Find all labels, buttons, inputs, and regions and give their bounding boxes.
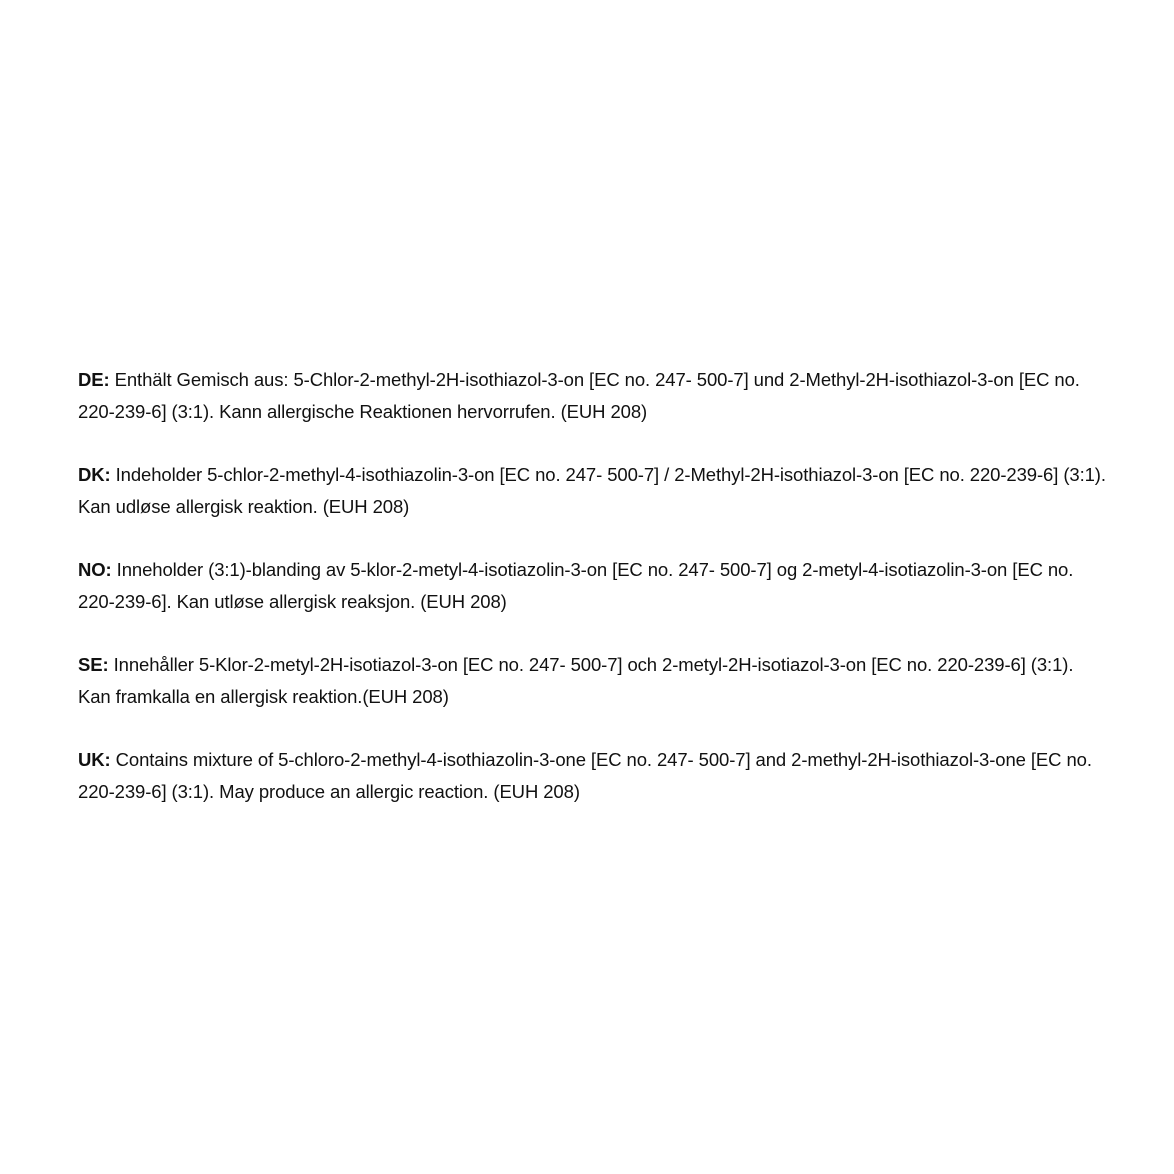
language-code-se: SE: [78, 654, 109, 675]
statement-text-no: Inneholder (3:1)-blanding av 5-klor-2-metyl-4-isotiazolin-3-on [EC no. 247- 500-7] og 2-metyl-4-isotiazolin-3-on [EC no. 220-239-6]. Kan utløse allergisk reaksjon. (EUH 208) [78, 559, 1074, 612]
statement-text-de: Enthält Gemisch aus: 5-Chlor-2-methyl-2H-isothiazol-3-on [EC no. 247- 500-7] und 2-Methyl-2H-isothiazol-3-on [EC no. 220-239-6] (3:1). Kann allergische Reaktionen hervorrufen. (EUH 208) [78, 369, 1080, 422]
statement-text-se: Innehåller 5-Klor-2-metyl-2H-isotiazol-3-on [EC no. 247- 500-7] och 2-metyl-2H-isotiazol-3-on [EC no. 220-239-6] (3:1). Kan framkalla en allergisk reaktion.(EUH 208) [78, 654, 1074, 707]
statement-uk [78, 744, 1108, 808]
statement-de [78, 364, 1108, 428]
language-code-uk: UK: [78, 749, 111, 770]
language-code-de: DE: [78, 369, 110, 390]
allergen-statements [78, 364, 1108, 839]
language-code-no: NO: [78, 559, 112, 580]
statement-text-uk: Contains mixture of 5-chloro-2-methyl-4-isothiazolin-3-one [EC no. 247- 500-7] and 2-methyl-2H-isothiazol-3-one [EC no. 220-239-6] (3:1). May produce an allergic reaction. (EUH 208) [78, 749, 1092, 802]
language-code-dk: DK: [78, 464, 111, 485]
statement-no [78, 554, 1108, 618]
statement-se [78, 649, 1108, 713]
statement-text-dk: Indeholder 5-chlor-2-methyl-4-isothiazolin-3-on [EC no. 247- 500-7] / 2-Methyl-2H-isothiazol-3-on [EC no. 220-239-6] (3:1). Kan udløse allergisk reaktion. (EUH 208) [78, 464, 1106, 517]
statement-dk [78, 459, 1108, 523]
